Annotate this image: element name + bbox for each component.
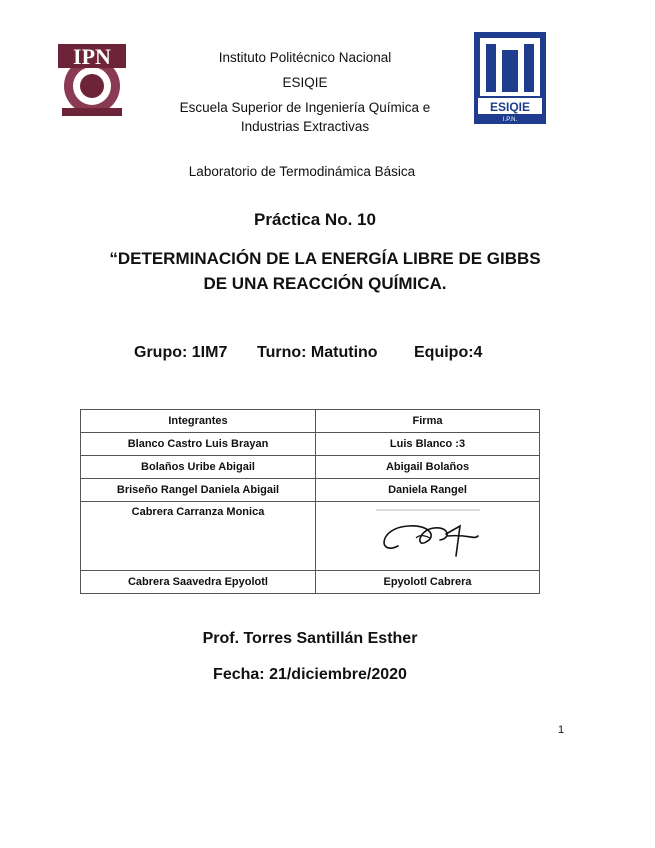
title-line-1: “DETERMINACIÓN DE LA ENERGÍA LIBRE DE GIBBS — [109, 249, 541, 268]
member-signature: Luis Blanco :3 — [316, 433, 540, 456]
page-number: 1 — [558, 724, 565, 736]
member-signature: Abigail Bolaños — [316, 456, 540, 479]
member-name: Bolaños Uribe Abigail — [81, 456, 316, 479]
school-name-line2: Industrias Extractivas — [240, 119, 370, 134]
member-signature: Daniela Rangel — [316, 479, 540, 502]
member-name: Blanco Castro Luis Brayan — [81, 433, 316, 456]
esiqie-logo — [472, 30, 548, 126]
table-row — [81, 433, 540, 456]
equipo-label: Equipo:4 — [414, 344, 483, 361]
table-row — [81, 571, 540, 594]
header-integrantes: Integrantes — [81, 410, 316, 433]
table-row — [81, 479, 540, 502]
member-name: Briseño Rangel Daniela Abigail — [81, 479, 316, 502]
table-row — [81, 456, 540, 479]
lab-name: Laboratorio de Termodinámica Básica — [188, 164, 416, 179]
members-table — [80, 409, 540, 594]
member-signature: Epyolotl Cabrera — [316, 571, 540, 594]
svg-text:I.P.N.: I.P.N. — [502, 117, 518, 123]
member-name: Cabrera Saavedra Epyolotl — [81, 571, 316, 594]
header-block — [140, 48, 470, 136]
member-name: Cabrera Carranza Monica — [81, 502, 316, 571]
date: Fecha: 21/diciembre/2020 — [213, 666, 407, 683]
grupo-label: Grupo: 1IM7 — [134, 344, 228, 361]
professor-name: Prof. Torres Santillán Esther — [202, 630, 418, 647]
header-firma: Firma — [316, 410, 540, 433]
table-header-row — [81, 410, 540, 433]
institution-name: Instituto Politécnico Nacional — [218, 50, 392, 65]
school-acronym: ESIQIE — [282, 75, 328, 90]
svg-text:IPN: IPN — [73, 44, 111, 69]
practice-title — [60, 246, 590, 296]
practice-number: Práctica No. 10 — [254, 210, 376, 229]
ipn-logo — [52, 34, 132, 120]
handwritten-signature — [368, 506, 488, 564]
table-row — [81, 502, 540, 571]
svg-text:ESIQIE: ESIQIE — [489, 100, 531, 114]
member-signature-handwritten — [316, 502, 540, 571]
school-name-line1: Escuela Superior de Ingeniería Química e — [179, 100, 431, 115]
title-line-2: DE UNA REACCIÓN QUÍMICA. — [203, 274, 447, 293]
turno-label: Turno: Matutino — [257, 344, 378, 361]
